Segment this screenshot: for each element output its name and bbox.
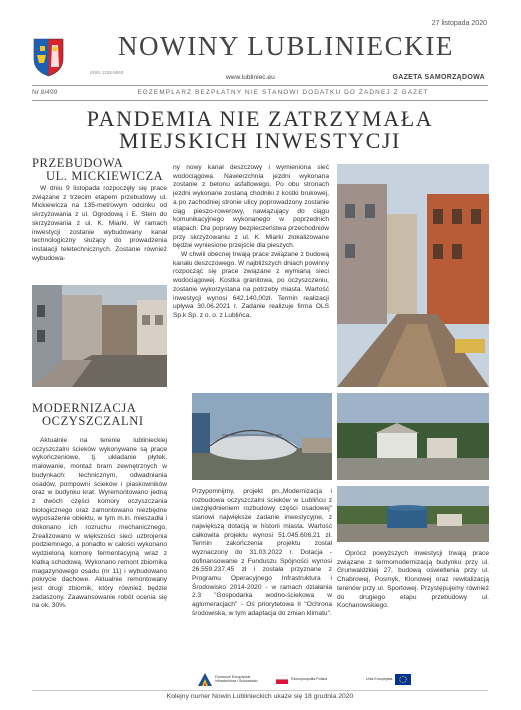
street-photo-left [32, 285, 167, 387]
article1-column1 [32, 185, 167, 263]
article1-paragraph: ny nowy kanał deszczowy i wymieniona sieć wodociągowa. Nawierzchnia jezdni wykonana zostanie z betonu asfaltowego. Po obu stronach jezdni wykonane zostaną chodniki z kostki brukowej, a po zachodniej stronie ulicy poprowadzony zostanie ciąg pieszo-rowerowy, nawiązujący do ciągu komunikacyjnego wykonanego w poprzednich etapach. Dla poprawy bezpieczeństwa przechodniów przy skrzyżowaniu z ul. K. Miarki zlokalizowane będzie wyniesione przejście dla pieszych. [173, 164, 329, 250]
issn: ISSN 1234-5840 [90, 70, 124, 75]
eu-funds-label: Fundusze Europejskie [215, 674, 251, 679]
poland-label: Rzeczpospolita Polska [291, 676, 328, 681]
website-link[interactable]: www.lubliniec.eu [226, 74, 275, 81]
treatment-plant-photo-1 [192, 393, 332, 480]
main-headline-line1: PANDEMIA NIE ZATRZYMAŁA [86, 106, 434, 131]
next-issue-note: Kolejny numer Nowin Lublinieckich ukaże się 18 grudnia 2020 [166, 693, 354, 700]
eu-label: Unia Europejska [366, 677, 393, 681]
article2-column3 [337, 550, 489, 611]
article1-column2 [173, 164, 329, 321]
main-headline-line2: MIEJSKICH INWESTYCJI [119, 128, 401, 153]
coat-of-arms-logo [32, 37, 65, 77]
issue-date: 27 listopada 2020 [431, 20, 487, 27]
treatment-plant-photo-3 [337, 486, 489, 542]
article2-paragraph: Aktualnie na terenie lublinieckiej oczyszczalni ścieków wykonywane są prace wykończeniowe, tj. układanie płytek, malowanie, montaż bram zewnętrznych w budynkach: technicznym, odwadniania osadów, pompowni ścieków i piaskowników oraz w budynku krat. Wyremontowano jedną z dwóch części komory oczyszczania biologicznego oraz zamontowano niezbędne wyposażenie obiektu, w tym m.in. mieszadła i dokonano ich rozruchu mechanicznego. Zrealizowano w większości sieci uzbrojenia podziemnego, a ponadto w całości wykonano wydzieloną komorę fermentacyjną wraz z klatką schodową. Wykonano remont zbiornika magazynowego osadu (nr 11) i wybudowano pokrycie dachowe. Aktualnie remontowany jest drugi zbiornik, który również będzie zadaszony. Zaawansowanie robót ocenia się na ok. 30%. [32, 437, 167, 610]
masthead-rule-bottom [32, 100, 488, 101]
article1-heading-line2: UL. MICKIEWICZA [46, 169, 164, 183]
treatment-plant-photo-2 [337, 393, 489, 480]
article2-heading-line1: MODERNIZACJA [32, 401, 137, 415]
eu-funds-icon [198, 673, 212, 686]
eu-funds-sub-label: Infrastruktura i Środowisko [215, 679, 258, 683]
article2-paragraph: Przypomnijmy, projekt pn.„Modernizacja i rozbudowa oczyszczalni ścieków w Lublińcu z uwzględnieniem rozbudowy części osadowej" stanowi największe zadanie inwestycyjne, z największą dotacją w historii miasta. Wartość całkowita projektu wynosi 51.045.606,21 zł. Termin zakończenia projektu został wyznaczony do 31.03.2022 r. Dotacja - dofinansowanie z Funduszu Spójności wynosi 26.559.237,45 zł i została przyznane z Programu Operacyjnego Infrastruktura i Środowisko 2014-2020 - w ramach działania 2.3 "Gospodarka wodno-ściekowa w aglomeracjach" - Oś priorytetowa II "Ochrona środowiska, w tym adaptacja do zmian klimatu". [192, 488, 332, 617]
issue-number: Nr 8/499 [32, 89, 58, 96]
street-photo-right [337, 164, 489, 387]
masthead-rule-top [32, 85, 488, 86]
poland-flag-icon [276, 675, 288, 684]
article1-heading-line1: PRZEBUDOWA [32, 156, 124, 170]
newspaper-subtitle: GAZETA SAMORZĄDOWA [392, 74, 485, 81]
article1-paragraph: W dniu 9 listopada rozpoczęły się prace związane z trzecim etapem przebudowy ul. Mickiewicza na 135-metrowym odcinku od skrzyżowania z ul. Ogrodową i E. Stein do skrzyżowania z ul. K. Miarki. W ramach inwestycji zostanie wybudowany kanał technologiczny służący do prowadzenia instalacji teletechnicznych. Zostanie również wybudowa- [32, 185, 167, 262]
article1-paragraph: W chwili obecnej trwają prace związane z budową kanału deszczowego. W najbliższych dniach powinny rozpocząć się prace związane z wymianą sieci wodociągowej. Kostka granitowa, po oczyszczeniu, zostanie wykorzystana na potrzeby miasta. Wartość inwestycji wynosi 642.140,00zł. Termin realizacji upływa 30.06.2021 r. Zadanie realizuje firma OLS Sp.k Sp. z o. o. z Lublińca. [173, 251, 329, 319]
eu-funds-logo [198, 671, 266, 687]
footer-rule [32, 690, 488, 691]
article2-column2 [192, 488, 332, 619]
eu-logo [366, 672, 426, 686]
article2-heading-line2: OCZYSZCZALNI [42, 414, 144, 428]
poland-logo [276, 672, 336, 686]
newspaper-title: NOWINY LUBLINIECKIE [117, 31, 455, 61]
article2-column1 [32, 437, 167, 611]
eu-flag-icon [395, 674, 411, 685]
free-copy-notice: EGZEMPLARZ BEZPŁATNY NIE STANOWI DODATKU DO ŻADNEJ Z GAZET [137, 89, 429, 96]
article2-paragraph: Oprócz powyższych inwestycji trwają prace związane z termomodernizacją budynku przy ul. Grunwaldzkiej 27, budową oświetlenia przy ul. Chabrowej, Posmyk, Klonowej oraz rewitalizacją terenów przy ul. Sportowej. Przystępujemy również do drugiego etapu przebudowy ul. Kochanowskiego. [337, 550, 489, 610]
